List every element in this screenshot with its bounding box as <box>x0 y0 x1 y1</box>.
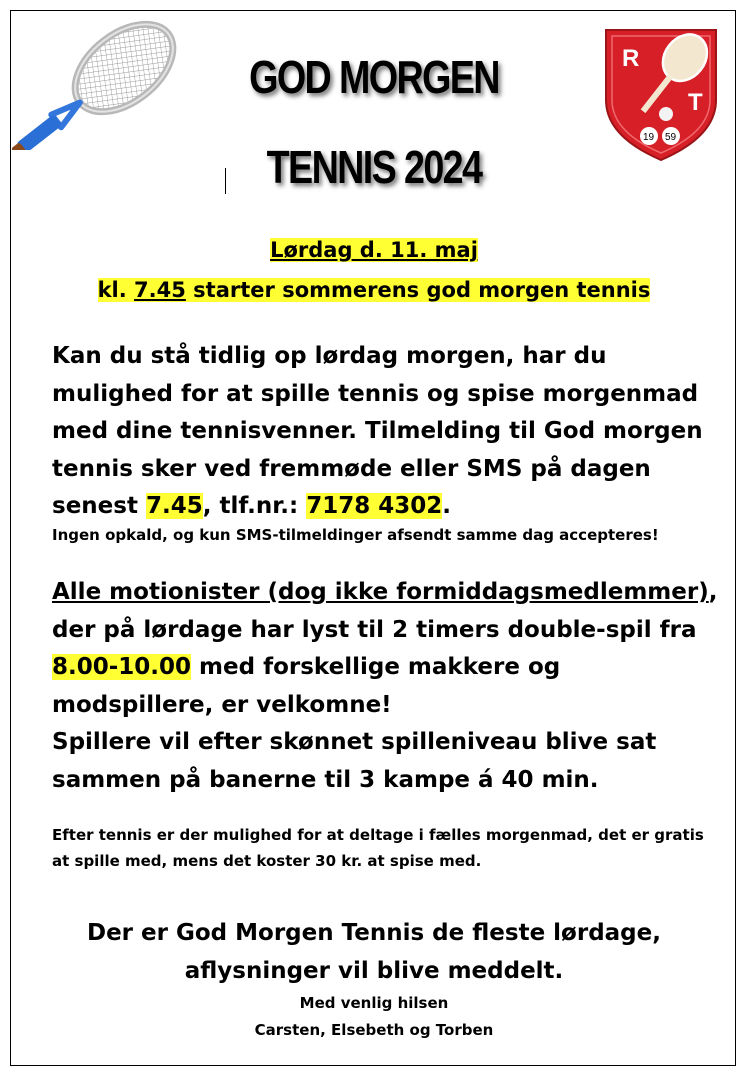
signature <box>0 990 748 1044</box>
intro-text: Kan du stå tidlig op lørdag morgen, har du mulighed for at spille tennis og spise morgenmad med dine tennisvenner. Tilmelding til God morgen tennis sker ved fremmøde eller SMS på dagen senest <box>52 343 703 519</box>
audience-after: , der på lørdage har lyst til 2 timers double-spil fra <box>52 579 718 643</box>
time-line <box>0 278 748 302</box>
crest-letter-r: R <box>622 45 640 72</box>
closing-statement <box>0 915 748 990</box>
closing-line-2: aflysninger vil blive meddelt. <box>184 957 564 984</box>
phone-number: 7178 4302 <box>306 493 443 519</box>
crest-year-left: 19 <box>643 132 655 143</box>
start-time: 7.45 <box>134 278 186 302</box>
players-rest: med forskellige makkere og modspillere, er velkomne! <box>52 654 561 718</box>
breakfast-note: Efter tennis er der mulighed for at deltage i fælles morgenmad, det er gratis at spille med, mens det koster 30 kr. at spise med. <box>52 826 704 870</box>
crest-year-right: 59 <box>665 132 677 143</box>
date-text: Lørdag d. 11. maj <box>270 238 478 262</box>
signup-note: Ingen opkald, og kun SMS-tilmeldinger afsendt samme dag accepteres! <box>52 526 659 544</box>
play-time: 8.00-10.00 <box>52 654 192 680</box>
closing-line-1: Der er God Morgen Tennis de fleste lørdage, <box>86 920 661 946</box>
intro-end: . <box>442 493 452 519</box>
date-line <box>0 238 748 262</box>
time-suffix: starter sommerens god morgen tennis <box>185 278 651 302</box>
signup-deadline: 7.45 <box>145 493 203 519</box>
time-prefix: kl. <box>97 278 135 302</box>
crest-letter-t: T <box>688 89 703 116</box>
intro-paragraph <box>52 338 722 526</box>
matching-text: Spillere vil efter skønnet spilleniveau blive sat sammen på banerne til 3 kampe á 40 min. <box>52 729 657 793</box>
audience-text: Alle motionister (dog ikke formiddagsmedlemmer) <box>52 579 709 605</box>
greeting: Med venlig hilsen <box>299 994 449 1012</box>
title-line-2: TENNIS 2024 <box>266 141 482 193</box>
title-line-1: GOD MORGEN <box>249 51 499 103</box>
players-paragraph <box>52 574 722 799</box>
signature-names: Carsten, Elsebeth og Torben <box>254 1021 494 1039</box>
phone-prefix: , tlf.nr.: <box>202 493 307 519</box>
